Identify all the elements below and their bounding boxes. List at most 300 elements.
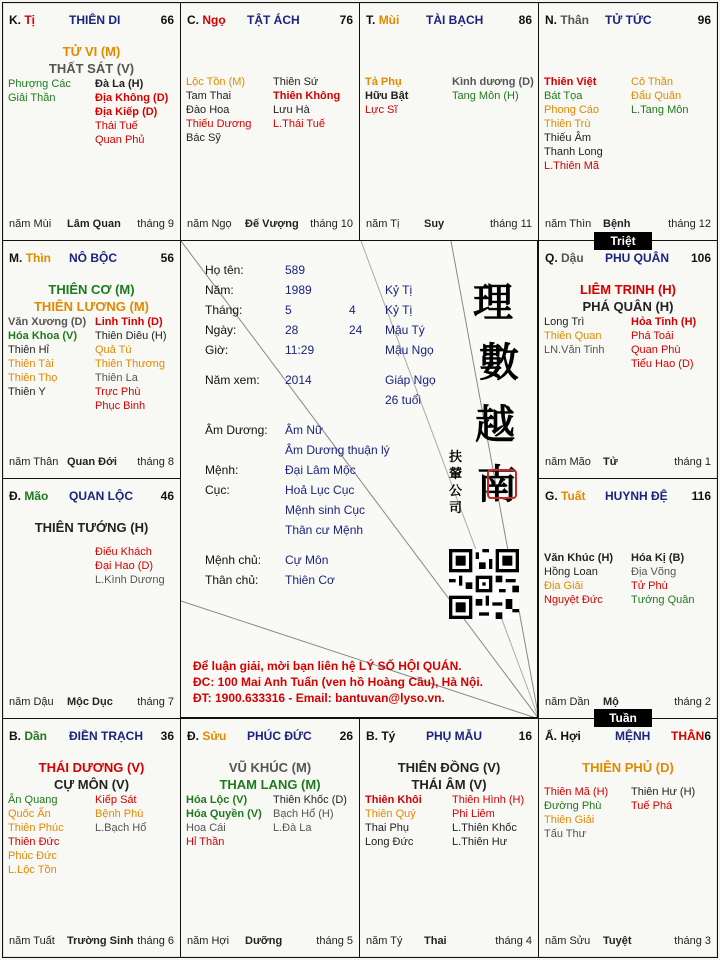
palace-dau — [538, 240, 718, 479]
cuc-relation: Mệnh sinh Cục — [285, 503, 366, 517]
minor-star: Bát Tọa — [544, 90, 583, 102]
life-stage: Quan Đới — [67, 456, 117, 468]
main-star: TỬ VI (M) — [62, 44, 121, 59]
minor-star: Quả Tú — [95, 344, 132, 356]
palace-month: tháng 10 — [310, 218, 353, 230]
minor-star: Thiên Giải — [544, 814, 595, 826]
minor-star: Thiên Thọ — [8, 372, 58, 384]
row-ho-ten: Họ tên: — [205, 263, 244, 277]
minor-star: Kình dương (D) — [452, 76, 534, 88]
minor-stars-left — [8, 77, 71, 105]
minor-stars-right — [452, 75, 534, 103]
qr-code-icon — [449, 549, 519, 619]
palace-year: năm Tị — [366, 218, 400, 230]
thang-can-chi: Kỷ Tị — [385, 303, 413, 317]
life-stage: Tuyệt — [603, 935, 632, 947]
palace-than-marker: THÂN — [671, 729, 705, 743]
minor-star: Quốc Ấn — [8, 808, 51, 820]
main-star: VŨ KHÚC (M) — [228, 760, 312, 775]
menh-value: Đại Lâm Mộc — [285, 463, 356, 477]
minor-star: Đại Hao (D) — [95, 560, 154, 572]
minor-star: L.Tang Môn — [631, 104, 689, 116]
thang-value: 5 — [285, 303, 292, 317]
main-stars — [3, 519, 180, 536]
life-stage: Lâm Quan — [67, 218, 121, 230]
palace-footer — [545, 456, 711, 470]
life-stage: Suy — [424, 218, 445, 230]
palace-name: PHU QUÂN — [605, 251, 670, 265]
palace-month: tháng 7 — [137, 696, 174, 708]
minor-star: Thiên Khốc (D) — [273, 794, 347, 806]
main-star: THIÊN TƯỚNG (H) — [34, 520, 149, 535]
contact-line-2: ĐC: 100 Mai Anh Tuấn (ven hồ Hoàng Cầu), Hà Nội. — [193, 675, 484, 689]
calligraphy-char-1: 理 — [473, 279, 513, 326]
minor-stars-left — [544, 75, 603, 173]
minor-stars-right — [95, 77, 168, 147]
palace-position — [9, 251, 51, 265]
palace-footer — [9, 456, 174, 470]
main-star: THẤT SÁT (V) — [48, 61, 135, 76]
main-star: LIÊM TRINH (H) — [579, 282, 677, 297]
palace-name: TẬT ÁCH — [247, 13, 300, 27]
minor-star: Thiên Hư (H) — [631, 786, 696, 798]
tuan-tag: Tuần — [594, 709, 652, 727]
palace-footer — [9, 696, 174, 710]
earthly-branch: Mão — [24, 489, 49, 503]
palace-position — [545, 729, 581, 743]
thang-label: Tháng: — [205, 303, 243, 317]
minor-star: Giải Thần — [8, 92, 56, 104]
palace-name: HUYNH ĐỆ — [605, 489, 668, 503]
main-star: THIÊN CƠ (M) — [48, 282, 135, 297]
palace-month: tháng 11 — [489, 218, 532, 230]
minor-stars-right — [95, 545, 165, 587]
minor-star: Thiên Trù — [544, 118, 591, 130]
palace-age: 16 — [518, 729, 532, 743]
palace-position — [545, 489, 585, 503]
minor-stars-left — [365, 75, 408, 117]
palace-name: PHỤ MẪU — [426, 729, 482, 743]
minor-star: Hồng Loan — [544, 566, 598, 578]
minor-star: L.Thiên Hư — [452, 836, 508, 848]
main-stars — [539, 281, 717, 315]
main-star: THÁI DƯƠNG (V) — [38, 760, 145, 775]
minor-star: Địa Giải — [544, 580, 584, 592]
palace-age: 6 — [704, 729, 711, 743]
heavenly-stem: N. — [545, 13, 557, 27]
main-star: CỰ MÔN (V) — [53, 777, 130, 792]
palace-position — [545, 251, 584, 265]
minor-stars-left — [544, 785, 608, 841]
menh-chu-label: Mệnh chủ: — [205, 553, 262, 567]
minor-stars-right — [631, 315, 696, 371]
ngay-label: Ngày: — [205, 323, 237, 337]
gio-label: Giờ: — [205, 343, 229, 357]
earthly-branch: Thân — [560, 13, 590, 27]
palace-month: tháng 9 — [137, 218, 174, 230]
minor-star: L.Thái Tuế — [273, 118, 325, 130]
minor-star: Hóa Khoa (V) — [8, 330, 78, 342]
palace-name: NÔ BỘC — [69, 251, 117, 265]
palace-name: MỆNH — [615, 729, 651, 743]
heavenly-stem: C. — [187, 13, 199, 27]
earthly-branch: Hợi — [560, 729, 581, 743]
life-stage: Tử — [603, 456, 618, 468]
palace-month: tháng 12 — [668, 218, 711, 230]
minor-star: Cô Thần — [631, 76, 673, 88]
main-star: THÁI ÂM (V) — [411, 777, 487, 792]
palace-year: năm Tuất — [9, 935, 55, 947]
palace-month: tháng 4 — [495, 935, 532, 947]
palace-age: 106 — [690, 251, 711, 265]
minor-star: Linh Tinh (D) — [95, 316, 163, 328]
cuc-value: Hoả Lục Cục — [285, 483, 355, 497]
palace-footer — [366, 935, 532, 949]
thang-am-lich: 4 — [349, 303, 356, 317]
palace-month: tháng 5 — [316, 935, 353, 947]
menh-label: Mệnh: — [205, 463, 239, 477]
main-star: THIÊN ĐỒNG (V) — [397, 760, 501, 775]
palace-footer — [187, 218, 353, 232]
heavenly-stem: T. — [366, 13, 376, 27]
minor-star: Văn Xương (D) — [8, 316, 87, 328]
minor-star: Thiên Khôi — [365, 794, 422, 806]
palace-position — [366, 13, 399, 27]
palace-header — [9, 251, 174, 267]
minor-star: Phượng Các — [8, 78, 71, 90]
palace-header — [545, 251, 711, 267]
palace-thin — [2, 240, 181, 479]
minor-star: Kiếp Sát — [95, 794, 137, 806]
cuc-label: Cục: — [205, 483, 230, 497]
minor-star: Bạch Hổ (H) — [273, 808, 334, 820]
palace-position — [9, 729, 47, 743]
heavenly-stem: K. — [9, 13, 21, 27]
minor-star: Đường Phù — [544, 800, 602, 812]
palace-age: 66 — [160, 13, 174, 27]
minor-star: Thiên Đức — [8, 836, 60, 848]
palace-year: năm Sửu — [545, 935, 591, 947]
life-stage: Mộc Dục — [67, 696, 113, 708]
palace-month: tháng 1 — [674, 456, 711, 468]
minor-stars-right — [631, 551, 695, 607]
minor-star: Lưu Hà — [273, 104, 310, 116]
minor-star: Địa Võng — [631, 566, 677, 578]
palace-ti — [2, 2, 181, 241]
palace-position — [366, 729, 395, 743]
minor-stars-left — [186, 793, 262, 849]
palace-name: PHÚC ĐỨC — [247, 729, 312, 743]
main-stars — [360, 759, 538, 793]
am-duong-value: Âm Nữ — [285, 423, 324, 437]
minor-star: Thiên Không — [273, 90, 341, 102]
minor-star: Đào Hoa — [186, 104, 230, 116]
minor-star: Bác Sỹ — [186, 132, 221, 144]
minor-star: L.Bạch Hổ — [95, 822, 147, 834]
nam-value: 1989 — [285, 283, 312, 297]
minor-star: Phúc Đức — [8, 850, 57, 862]
minor-star: Địa Kiếp (D) — [95, 106, 158, 118]
minor-star: Thiên Tài — [8, 358, 54, 370]
minor-stars-left — [8, 793, 64, 877]
main-stars — [539, 759, 717, 776]
palace-header — [366, 729, 532, 745]
minor-star: Phục Binh — [95, 400, 146, 412]
minor-star: Quan Phủ — [95, 134, 145, 146]
palace-tuat — [538, 478, 718, 719]
life-stage: Trường Sinh — [67, 935, 134, 947]
earthly-branch: Sửu — [202, 729, 227, 743]
center-info-panel — [180, 240, 538, 718]
palace-footer — [545, 935, 711, 949]
palace-position — [187, 13, 226, 27]
than-cu: Thân cư Mệnh — [285, 523, 364, 537]
minor-stars-left — [186, 75, 251, 145]
minor-star: Tả Phụ — [365, 76, 402, 88]
minor-star: Thiên Thương — [95, 358, 166, 370]
palace-header — [187, 13, 353, 29]
palace-age: 86 — [518, 13, 532, 27]
minor-star: Hóa Lộc (V) — [186, 794, 248, 806]
palace-header — [9, 489, 174, 505]
red-seal-stamp — [487, 469, 517, 499]
minor-star: Đà La (H) — [95, 78, 144, 90]
minor-star: Phong Cáo — [544, 104, 600, 116]
heavenly-stem: G. — [545, 489, 558, 503]
minor-star: L.Kình Dương — [95, 574, 165, 586]
palace-footer — [545, 696, 711, 710]
minor-star: Thiên Mã (H) — [544, 786, 609, 798]
minor-star: Thai Phụ — [365, 822, 410, 834]
heavenly-stem: Đ. — [9, 489, 21, 503]
minor-stars-right — [631, 785, 695, 813]
seal-subtitle: 扶輦公司 — [449, 450, 463, 516]
palace-month: tháng 6 — [137, 935, 174, 947]
minor-star: Hóa Quyền (V) — [186, 808, 262, 820]
palace-year: năm Dậu — [9, 696, 54, 708]
minor-star: L.Thiên Khốc — [452, 822, 517, 834]
palace-mao — [2, 478, 181, 719]
earthly-branch: Tý — [381, 729, 396, 743]
minor-star: Thiên Y — [8, 386, 46, 398]
palace-age: 56 — [160, 251, 174, 265]
ngay-can-chi: Mậu Tý — [385, 323, 425, 337]
ho-ten-value: 589 — [285, 263, 306, 277]
palace-position — [9, 489, 48, 503]
minor-star: Đẩu Quân — [631, 90, 682, 102]
minor-star: Quan Phù — [631, 344, 681, 356]
minor-star: Thiên La — [95, 372, 138, 384]
palace-header — [9, 13, 174, 29]
palace-month: tháng 3 — [674, 935, 711, 947]
life-stage: Đế Vượng — [245, 218, 299, 230]
minor-star: L.Đà La — [273, 822, 312, 834]
palace-dan — [2, 718, 181, 958]
palace-footer — [9, 218, 174, 232]
main-star: THIÊN PHỦ (D) — [582, 760, 674, 775]
palace-position — [545, 13, 589, 27]
calligraphy-char-3: 越 — [475, 401, 515, 448]
palace-age: 36 — [160, 729, 174, 743]
minor-stars-right — [452, 793, 524, 849]
life-stage: Dưỡng — [245, 935, 283, 947]
nam-xem-label: Năm xem: — [205, 373, 260, 387]
heavenly-stem: Q. — [545, 251, 558, 265]
palace-position — [9, 13, 35, 27]
palace-header — [9, 729, 174, 745]
minor-star: Thiên Quý — [365, 808, 416, 820]
palace-age: 76 — [339, 13, 353, 27]
palace-suu — [180, 718, 360, 958]
minor-star: Bệnh Phù — [95, 808, 144, 820]
minor-star: Hỏa Tinh (H) — [631, 316, 697, 328]
minor-star: L.Thiên Mã — [544, 160, 600, 172]
palace-footer — [9, 935, 174, 949]
minor-star: Lực Sĩ — [365, 104, 398, 116]
palace-position — [187, 729, 226, 743]
minor-star: Long Trì — [544, 316, 585, 328]
palace-footer — [187, 935, 353, 949]
minor-star: LN.Văn Tinh — [544, 344, 605, 356]
menh-chu-value: Cự Môn — [285, 553, 329, 567]
minor-stars-right — [273, 793, 347, 835]
contact-line-3: ĐT: 1900.633316 - Email: bantuvan@lyso.vn. — [193, 691, 445, 705]
earthly-branch: Dậu — [561, 251, 584, 265]
minor-star: Phá Toái — [631, 330, 674, 342]
minor-star: Hỉ Thần — [186, 836, 225, 848]
minor-star: Văn Khúc (H) — [544, 552, 614, 564]
earthly-branch: Thìn — [25, 251, 52, 265]
minor-star: Tuế Phá — [631, 800, 673, 812]
heavenly-stem: B. — [366, 729, 378, 743]
minor-star: Thiên Diêu (H) — [95, 330, 167, 342]
minor-star: Tang Môn (H) — [452, 90, 519, 102]
palace-year: năm Mùi — [9, 218, 52, 230]
minor-stars-right — [95, 793, 146, 835]
ngay-value: 28 — [285, 323, 299, 337]
palace-hoi — [538, 718, 718, 958]
palace-age: 46 — [160, 489, 174, 503]
palace-mui — [359, 2, 539, 241]
palace-year: năm Hợi — [187, 935, 230, 947]
minor-star: Thanh Long — [544, 146, 603, 158]
minor-star: Long Đức — [365, 836, 414, 848]
minor-star: Ân Quang — [8, 794, 58, 806]
palace-age: 96 — [697, 13, 711, 27]
palace-year: năm Tý — [366, 935, 403, 947]
minor-stars-left — [544, 551, 613, 607]
minor-stars-left — [544, 315, 605, 357]
palace-footer — [545, 218, 711, 232]
palace-year: năm Mão — [545, 456, 591, 468]
minor-star: Tiểu Hao (D) — [631, 358, 694, 370]
life-stage: Thai — [424, 935, 447, 947]
contact-line-1: Để luận giải, mời bạn liên hệ LÝ SỐ HỘI QUÁN. — [193, 659, 462, 673]
palace-year: năm Dần — [545, 696, 590, 708]
main-star: THIÊN LƯƠNG (M) — [33, 299, 150, 314]
palace-header — [545, 489, 711, 505]
minor-star: Thiếu Âm — [544, 132, 592, 144]
minor-star: Thiên Quan — [544, 330, 602, 342]
minor-star: Thiên Hình (H) — [452, 794, 525, 806]
than-chu-value: Thiên Cơ — [285, 573, 335, 587]
nam-xem-can-chi: Giáp Ngọ — [385, 373, 436, 387]
am-duong-relation: Âm Dương thuận lý — [285, 443, 390, 457]
minor-star: Thiên Phúc — [8, 822, 64, 834]
minor-star: Hoa Cái — [186, 822, 226, 834]
minor-star: Thiên Việt — [544, 76, 597, 88]
minor-star: Điếu Khách — [95, 546, 152, 558]
palace-ty — [359, 718, 539, 958]
ngay-am-lich: 24 — [349, 323, 363, 337]
minor-star: Tướng Quân — [631, 594, 695, 606]
minor-stars-right — [273, 75, 340, 131]
minor-stars-right — [631, 75, 688, 117]
palace-header — [545, 729, 711, 745]
heavenly-stem: Ấ. — [545, 729, 557, 743]
minor-star: Thái Tuế — [95, 120, 138, 132]
tuoi-value: 26 tuổi — [385, 393, 422, 407]
main-star: PHÁ QUÂN (H) — [582, 299, 674, 314]
minor-star: Tấu Thư — [544, 828, 587, 840]
minor-stars-left — [365, 793, 422, 849]
minor-star: Địa Không (D) — [95, 92, 169, 104]
nam-can-chi: Kỷ Tị — [385, 283, 413, 297]
palace-name: ĐIỀN TRẠCH — [69, 729, 143, 743]
nam-label: Năm: — [205, 283, 234, 297]
calligraphy-char-4: 南 — [477, 461, 517, 508]
palace-name: THIÊN DI — [69, 13, 121, 27]
earthly-branch: Dần — [24, 729, 48, 743]
main-star: THAM LANG (M) — [219, 777, 321, 792]
minor-star: Lộc Tồn (M) — [186, 76, 246, 88]
heavenly-stem: M. — [9, 251, 23, 265]
earthly-branch: Tuất — [561, 489, 586, 503]
minor-star: Tam Thai — [186, 90, 232, 102]
minor-star: Thiên Sứ — [273, 76, 319, 88]
palace-name: QUAN LỘC — [69, 489, 133, 503]
main-stars — [3, 759, 180, 793]
triet-tag: Triệt — [594, 232, 652, 250]
main-stars — [3, 281, 180, 315]
palace-age: 116 — [691, 489, 711, 503]
palace-ngo — [180, 2, 360, 241]
minor-star: Tử Phù — [631, 580, 668, 592]
than-chu-label: Thân chủ: — [205, 573, 259, 587]
palace-year: năm Thìn — [545, 218, 592, 230]
minor-stars-left — [8, 315, 86, 399]
life-stage: Mộ — [603, 696, 619, 708]
palace-year: năm Ngọ — [187, 218, 232, 230]
earthly-branch: Ngọ — [202, 13, 226, 27]
gio-value: 11:29 — [285, 343, 315, 357]
calligraphy-char-2: 數 — [479, 339, 519, 386]
palace-year: năm Thân — [9, 456, 59, 468]
nam-xem-value: 2014 — [285, 373, 312, 387]
minor-star: Phi Liêm — [452, 808, 495, 820]
palace-age: 26 — [339, 729, 353, 743]
am-duong-label: Âm Dương: — [205, 423, 268, 437]
earthly-branch: Mùi — [378, 13, 400, 27]
palace-month: tháng 8 — [137, 456, 174, 468]
heavenly-stem: Đ. — [187, 729, 199, 743]
palace-header — [545, 13, 711, 29]
heavenly-stem: B. — [9, 729, 21, 743]
main-stars — [181, 759, 359, 793]
palace-name: TÀI BẠCH — [426, 13, 484, 27]
minor-star: Nguyệt Đức — [544, 594, 603, 606]
minor-star: Thiên Hỉ — [8, 344, 49, 356]
